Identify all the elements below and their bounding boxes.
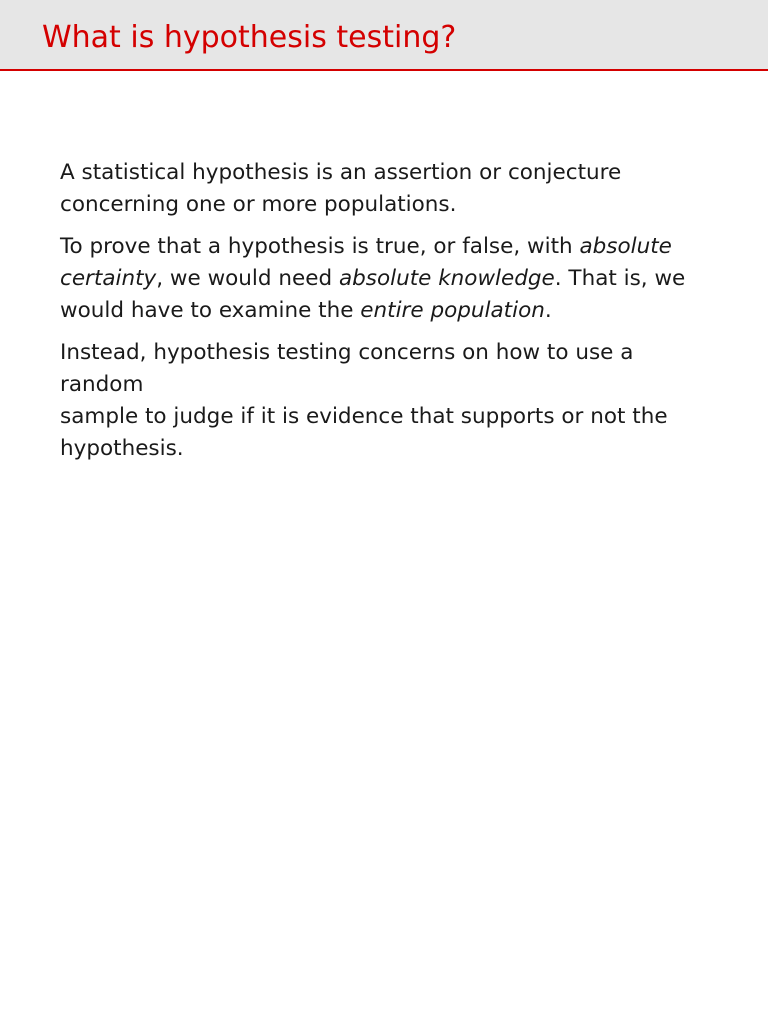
definition-line-1: A statistical hypothesis is an assertion or conjecture — [60, 160, 622, 185]
testing-line-1: Instead, hypothesis testing concerns on how to use a random — [60, 340, 634, 397]
certainty-text-1: To prove that a hypothesis is true, or false, with — [60, 234, 580, 259]
slide-title: What is hypothesis testing? — [42, 20, 457, 55]
emphasis-entire-population: entire population — [360, 298, 545, 323]
paragraph-testing — [60, 337, 720, 465]
emphasis-absolute-certainty: absolute certainty — [60, 234, 672, 291]
testing-line-3: hypothesis. — [60, 436, 184, 461]
emphasis-absolute-knowledge: absolute knowledge — [338, 266, 555, 291]
title-bar — [0, 0, 768, 71]
slide-body — [60, 157, 720, 475]
testing-line-2: sample to judge if it is evidence that supports or not the — [60, 404, 668, 429]
paragraph-definition — [60, 157, 720, 221]
paragraph-certainty — [60, 231, 720, 327]
definition-line-2: concerning one or more populations. — [60, 192, 457, 217]
certainty-text-4: . — [544, 298, 552, 323]
certainty-text-3: . That is, we would have to examine the — [60, 266, 686, 323]
certainty-text-2: , we would need — [156, 266, 339, 291]
